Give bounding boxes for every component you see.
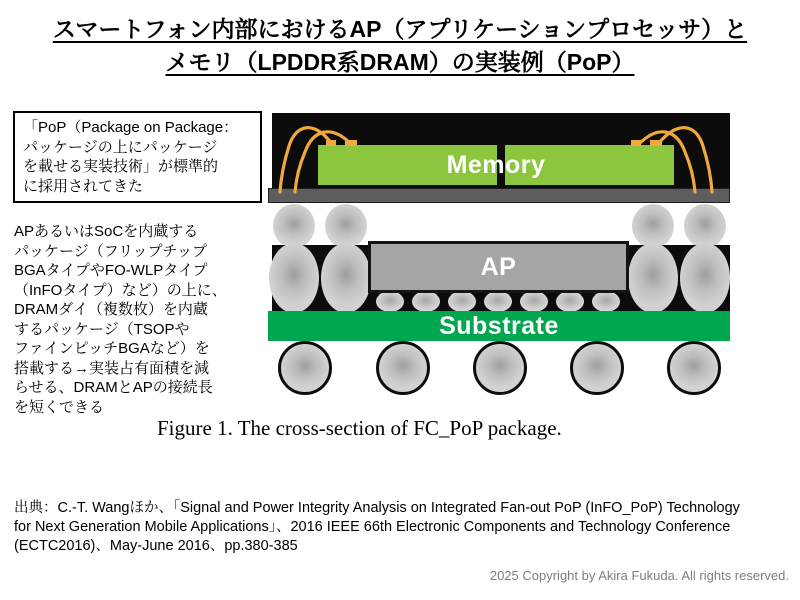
description-text (14, 222, 276, 417)
title-line-2: メモリ（LPDDR系DRAM）の実装例（PoP） (165, 49, 635, 75)
bond-wire (658, 128, 712, 192)
description-line: を短くできる (14, 398, 105, 416)
bond-wire (280, 128, 332, 192)
ap-label-text: AP (480, 252, 517, 281)
description-line: するパッケージ（TSOPや (14, 320, 190, 338)
bond-wire (295, 132, 351, 192)
title-line-1: スマートフォン内部におけるAP（アプリケーションプロセッサ）と (52, 16, 748, 42)
copyright-notice: 2025 Copyright by Akira Fukuda. All rights reserved. (489, 568, 789, 583)
description-line: 搭載する→実装占有面積を減 (14, 359, 210, 377)
description-line: パッケージ（フリップチップ (14, 242, 208, 260)
source-line: for Next Generation Mobile Applications」、2016 IEEE 66th Electronic Components and Technology Conference (14, 519, 731, 535)
pop-box-line: を載せる実装技術」が標準的 (23, 158, 219, 175)
pop-box-line: パッケージの上にパッケージ (23, 138, 218, 156)
figure-caption: Figure 1. The cross-section of FC_PoP package. (157, 416, 562, 440)
pop-box-line: 「PoP（Package on Package： (23, 119, 239, 136)
description-line: （InFOタイプ）など）の上に、 (14, 281, 227, 299)
bond-wires (268, 110, 730, 402)
source-line: 出典：C.-T. Wangほか、「Signal and Power Integrity Analysis on Integrated Fan-out PoP (InFO_PoP) Technology (14, 500, 740, 516)
description-line: APあるいはSoCを内蔵する (14, 223, 199, 240)
substrate-label-text: Substrate (439, 311, 559, 340)
source-citation (14, 499, 794, 556)
source-line: (ECTC2016)、May-June 2016、pp.380-385 (14, 538, 298, 554)
slide-title (0, 13, 800, 79)
description-line: らせる、DRAMとAPの接続長 (14, 379, 213, 396)
bond-wire (639, 132, 695, 192)
description-line: DRAMダイ（複数枚）を内蔵 (14, 301, 208, 318)
pop-cross-section-figure (268, 110, 730, 402)
description-line: BGAタイプやFO-WLPタイプ (14, 262, 208, 279)
pop-definition-box (13, 111, 262, 203)
description-line: ファインピッチBGAなど）を (14, 340, 210, 357)
memory-label-text: Memory (446, 150, 546, 179)
pop-box-line: に採用されてきた (23, 177, 144, 195)
